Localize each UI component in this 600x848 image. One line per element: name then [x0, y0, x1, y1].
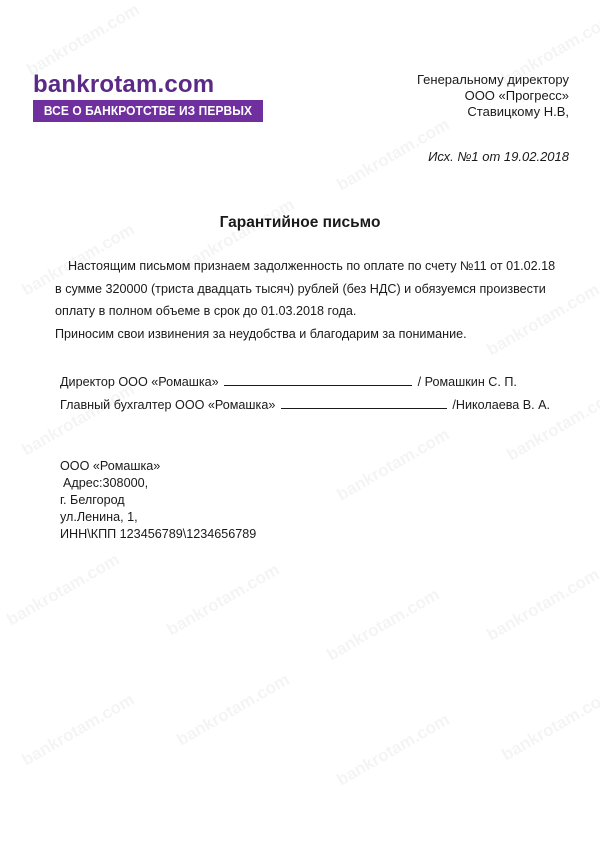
signature-name: /Николаева В. А.	[452, 398, 551, 412]
body-line: оплату в полном объеме в срок до 01.03.2018 года.	[55, 304, 357, 318]
watermark	[173, 670, 293, 751]
signature-blank	[281, 396, 447, 409]
watermark	[333, 710, 453, 791]
watermark	[483, 565, 600, 646]
signature-position: Директор ООО «Ромашка»	[60, 375, 219, 389]
signature-name: / Ромашкин С. П.	[417, 375, 517, 389]
signature-position: Главный бухгалтер ООО «Ромашка»	[60, 398, 276, 412]
body-line: Настоящим письмом признаем задолженность по оплате по счету №11 от 01.02.18	[68, 259, 556, 273]
logo-site-name: bankrotam.com	[33, 71, 215, 98]
document-title: Гарантийное письмо	[219, 214, 381, 231]
watermark	[3, 550, 123, 631]
company-name: ООО «Ромашка»	[60, 459, 161, 473]
watermark	[498, 685, 600, 766]
site-logo	[33, 71, 265, 140]
watermark	[18, 690, 138, 771]
signature-blank	[224, 373, 412, 386]
watermark	[18, 380, 138, 461]
watermark	[323, 585, 443, 666]
outgoing-reference: Исх. №1 от 19.02.2018	[428, 149, 569, 164]
company-details	[60, 458, 256, 543]
addressee-line: ООО «Прогресс»	[464, 88, 569, 103]
addressee-line: Ставицкому Н.В,	[467, 104, 569, 119]
signature-line-director	[60, 373, 517, 389]
watermark	[163, 560, 283, 641]
letter-body	[55, 255, 575, 345]
addressee-block	[417, 72, 569, 120]
logo-tagline: ВСЕ О БАНКРОТСТВЕ ИЗ ПЕРВЫХ РУК	[33, 100, 263, 122]
company-inn-kpp: ИНН\КПП 123456789\1234656789	[60, 527, 257, 541]
watermark	[333, 425, 453, 506]
company-city: г. Белгород	[60, 493, 125, 507]
company-address: Адрес:308000,	[63, 476, 149, 490]
body-line: Приносим свои извинения за неудобства и благодарим за понимание.	[55, 326, 467, 341]
body-line: в сумме 320000 (триста двадцать тысяч) рублей (без НДС) и обязуемся произвести	[55, 281, 546, 296]
watermark	[23, 0, 143, 80]
company-street: ул.Ленина, 1,	[60, 510, 138, 524]
signature-line-accountant	[60, 396, 550, 412]
addressee-line: Генеральному директору	[417, 72, 569, 87]
